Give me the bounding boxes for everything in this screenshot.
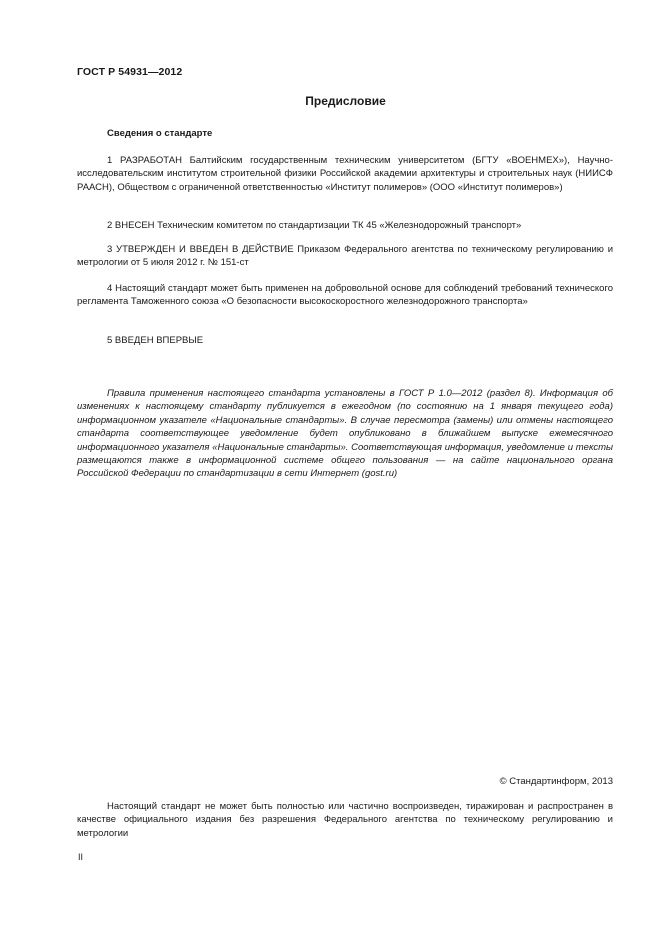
- item-3-approved: 3 УТВЕРЖДЕН И ВВЕДЕН В ДЕЙСТВИЕ Приказом Федерального агентства по техническому регулированию и метрологии от 5 июля 2012 г. № 151-ст: [77, 244, 613, 269]
- section-heading: Сведения о стандарте: [107, 128, 213, 139]
- item-5-first-introduced: 5 ВВЕДЕН ВПЕРВЫЕ: [107, 335, 204, 346]
- page-title: Предисловие: [305, 94, 386, 108]
- item-1-developed: 1 РАЗРАБОТАН Балтийским государственным техническим университетом (БГТУ «ВОЕНМЕХ»), Научно-исследовательским институтом строительной физики Российской академии архитектуры и строительных наук (НИИСФ РААСН), Обществом с ограниченной ответственностью «Институт полимеров» (ООО «Институт полимеров»): [77, 155, 613, 193]
- reproduction-notice: Настоящий стандарт не может быть полностью или частично воспроизведен, тиражирован и распространен в качестве официального издания без разрешения Федерального агентства по техническому регулированию и метрологии: [77, 801, 613, 839]
- item-4-applicability: 4 Настоящий стандарт может быть применен на добровольной основе для соблюдений требований технического регламента Таможенного союза «О безопасности высокоскоростного железнодорожного транспорта»: [77, 283, 613, 308]
- item-2-introduced: 2 ВНЕСЕН Техническим комитетом по стандартизации ТК 45 «Железнодорожный транспорт»: [107, 220, 522, 231]
- document-code: ГОСТ Р 54931—2012: [77, 66, 183, 78]
- page-number: II: [78, 852, 84, 862]
- copyright: © Стандартинформ, 2013: [499, 776, 613, 787]
- application-rules-notice: Правила применения настоящего стандарта установлены в ГОСТ Р 1.0—2012 (раздел 8). Информация об изменениях к настоящему стандарту публикуется в ежегодном (по состоянию на 1 января текущего года) информационном указателе «Национальные стандарты». В случае пересмотра (замены) или отмены настоящего стандарта соответствующее уведомление будет опубликовано в ближайшем выпуске ежемесячного информационного указателя «Национальные стандарты». Соответствующая информация, уведомление и тексты размещаются также в информационной системе общего пользования — на сайте национального органа Российской Федерации по стандартизации в сети Интернет (gost.ru): [77, 388, 613, 480]
